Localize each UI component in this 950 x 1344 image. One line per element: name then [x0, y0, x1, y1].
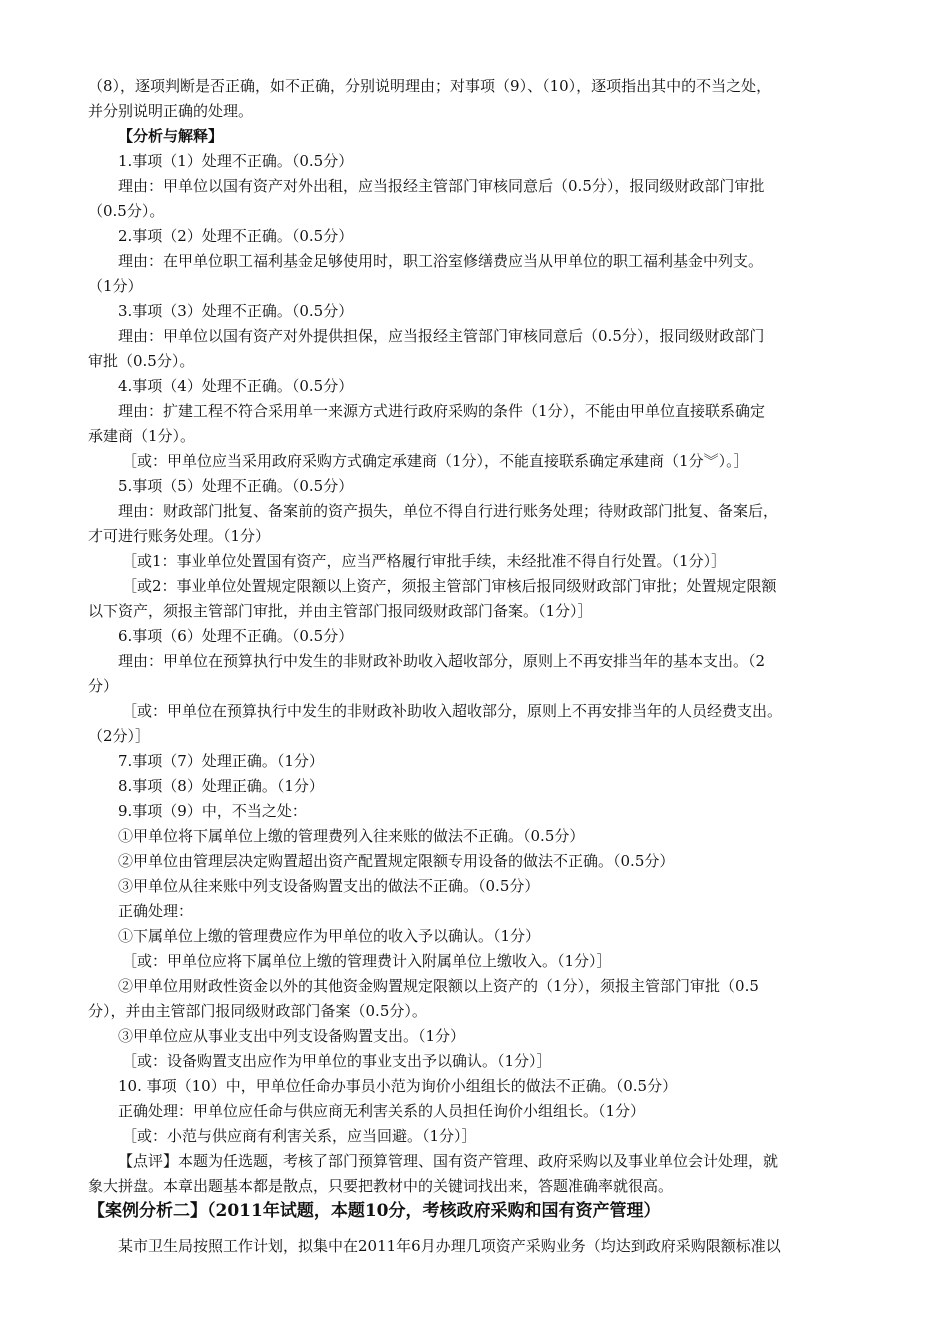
text-line: ［或2：事业单位处置规定限额以上资产，须报主管部门审核后报同级财政部门审批；处置规定限额	[122, 577, 777, 595]
text-line: 才可进行账务处理。（1分）	[88, 527, 271, 545]
section-heading: 【分析与解释】	[118, 127, 224, 145]
text-line: 5.事项（5）处理不正确。（0.5分）	[118, 477, 354, 495]
text-line: ［或1：事业单位处置国有资产，应当严格履行审批手续，未经批准不得自行处置。（1分）］	[122, 552, 727, 570]
text-line: 2.事项（2）处理不正确。（0.5分）	[118, 227, 354, 245]
text-line: 3.事项（3）处理不正确。（0.5分）	[118, 302, 354, 320]
text-line: （0.5分）。	[88, 202, 165, 220]
text-line: 象大拼盘。本章出题基本都是散点，只要把教材中的关键词找出来，答题准确率就很高。	[88, 1177, 674, 1195]
text-line: ［或：甲单位应当采用政府采购方式确定承建商（1分），不能直接联系确定承建商（1分︾）。］	[122, 452, 749, 470]
text-line: 承建商（1分）。	[88, 427, 196, 445]
text-line: 理由：财政部门批复、备案前的资产损失，单位不得自行进行账务处理；待财政部门批复、备案后，	[118, 502, 779, 520]
text-line: 分）	[88, 677, 119, 695]
text-line: 并分别说明正确的处理。	[88, 102, 254, 120]
text-line: （1分）	[88, 277, 143, 295]
text-line: 8.事项（8）处理正确。（1分）	[118, 777, 324, 795]
case-heading: 【案例分析二】（2011年试题，本题10分，考核政府采购和国有资产管理）	[88, 1201, 661, 1221]
text-line: 理由：在甲单位职工福利基金足够使用时，职工浴室修缮费应当从甲单位的职工福利基金中列支。	[118, 252, 764, 270]
text-line: （2分）］	[88, 727, 151, 745]
text-line: ②甲单位由管理层决定购置超出资产配置规定限额专用设备的做法不正确。（0.5分）	[118, 852, 675, 870]
text-line: 正确处理：	[118, 902, 194, 920]
text-line: 正确处理：甲单位应任命与供应商无利害关系的人员担任询价小组组长。（1分）	[118, 1102, 646, 1120]
text-line: 理由：甲单位以国有资产对外出租，应当报经主管部门审核同意后（0.5分），报同级财政部门审批	[118, 177, 765, 195]
text-line: 10. 事项（10）中，甲单位任命办事员小范为询价小组组长的做法不正确。（0.5分）	[118, 1077, 678, 1095]
text-line: ［或：设备购置支出应作为甲单位的事业支出予以确认。（1分）］	[122, 1052, 552, 1070]
text-line: 4.事项（4）处理不正确。（0.5分）	[118, 377, 354, 395]
text-line: 某市卫生局按照工作计划，拟集中在2011年6月办理几项资产采购业务（均达到政府采购限额标准以	[118, 1237, 781, 1255]
text-line: ③甲单位从往来账中列支设备购置支出的做法不正确。（0.5分）	[118, 877, 540, 895]
text-line: 分），并由主管部门报同级财政部门备案（0.5分）。	[88, 1002, 427, 1020]
text-line: ①甲单位将下属单位上缴的管理费列入往来账的做法不正确。（0.5分）	[118, 827, 585, 845]
text-line: 7.事项（7）处理正确。（1分）	[118, 752, 324, 770]
text-line: （8），逐项判断是否正确，如不正确，分别说明理由；对事项（9）、（10），逐项指出其中的不当之处，	[88, 77, 772, 95]
text-line: ②甲单位用财政性资金以外的其他资金购置规定限额以上资产的（1分），须报主管部门审批（0.5	[118, 977, 759, 995]
text-line: ［或：小范与供应商有利害关系，应当回避。（1分）］	[122, 1127, 477, 1145]
text-line: 审批（0.5分）。	[88, 352, 195, 370]
text-line: ［或：甲单位应将下属单位上缴的管理费计入附属单位上缴收入。（1分）］	[122, 952, 612, 970]
text-line: 1.事项（1）处理不正确。（0.5分）	[118, 152, 354, 170]
text-line: 理由：扩建工程不符合采用单一来源方式进行政府采购的条件（1分），不能由甲单位直接联系确定	[118, 402, 766, 420]
text-line: 理由：甲单位在预算执行中发生的非财政补助收入超收部分，原则上不再安排当年的基本支出。（2	[118, 652, 766, 670]
text-line: 以下资产，须报主管部门审批，并由主管部门报同级财政部门备案。（1分）］	[88, 602, 593, 620]
text-line: ③甲单位应从事业支出中列支设备购置支出。（1分）	[118, 1027, 466, 1045]
text-line: ①下属单位上缴的管理费应作为甲单位的收入予以确认。（1分）	[118, 927, 541, 945]
text-line: 【点评】本题为任选题，考核了部门预算管理、国有资产管理、政府采购以及事业单位会计处理，就	[118, 1152, 779, 1170]
text-line: 理由：甲单位以国有资产对外提供担保，应当报经主管部门审核同意后（0.5分），报同级财政部门	[118, 327, 765, 345]
text-line: ［或：甲单位在预算执行中发生的非财政补助收入超收部分，原则上不再安排当年的人员经费支出。	[122, 702, 783, 720]
text-line: 6.事项（6）处理不正确。（0.5分）	[118, 627, 354, 645]
text-line: 9.事项（9）中，不当之处：	[118, 802, 307, 820]
